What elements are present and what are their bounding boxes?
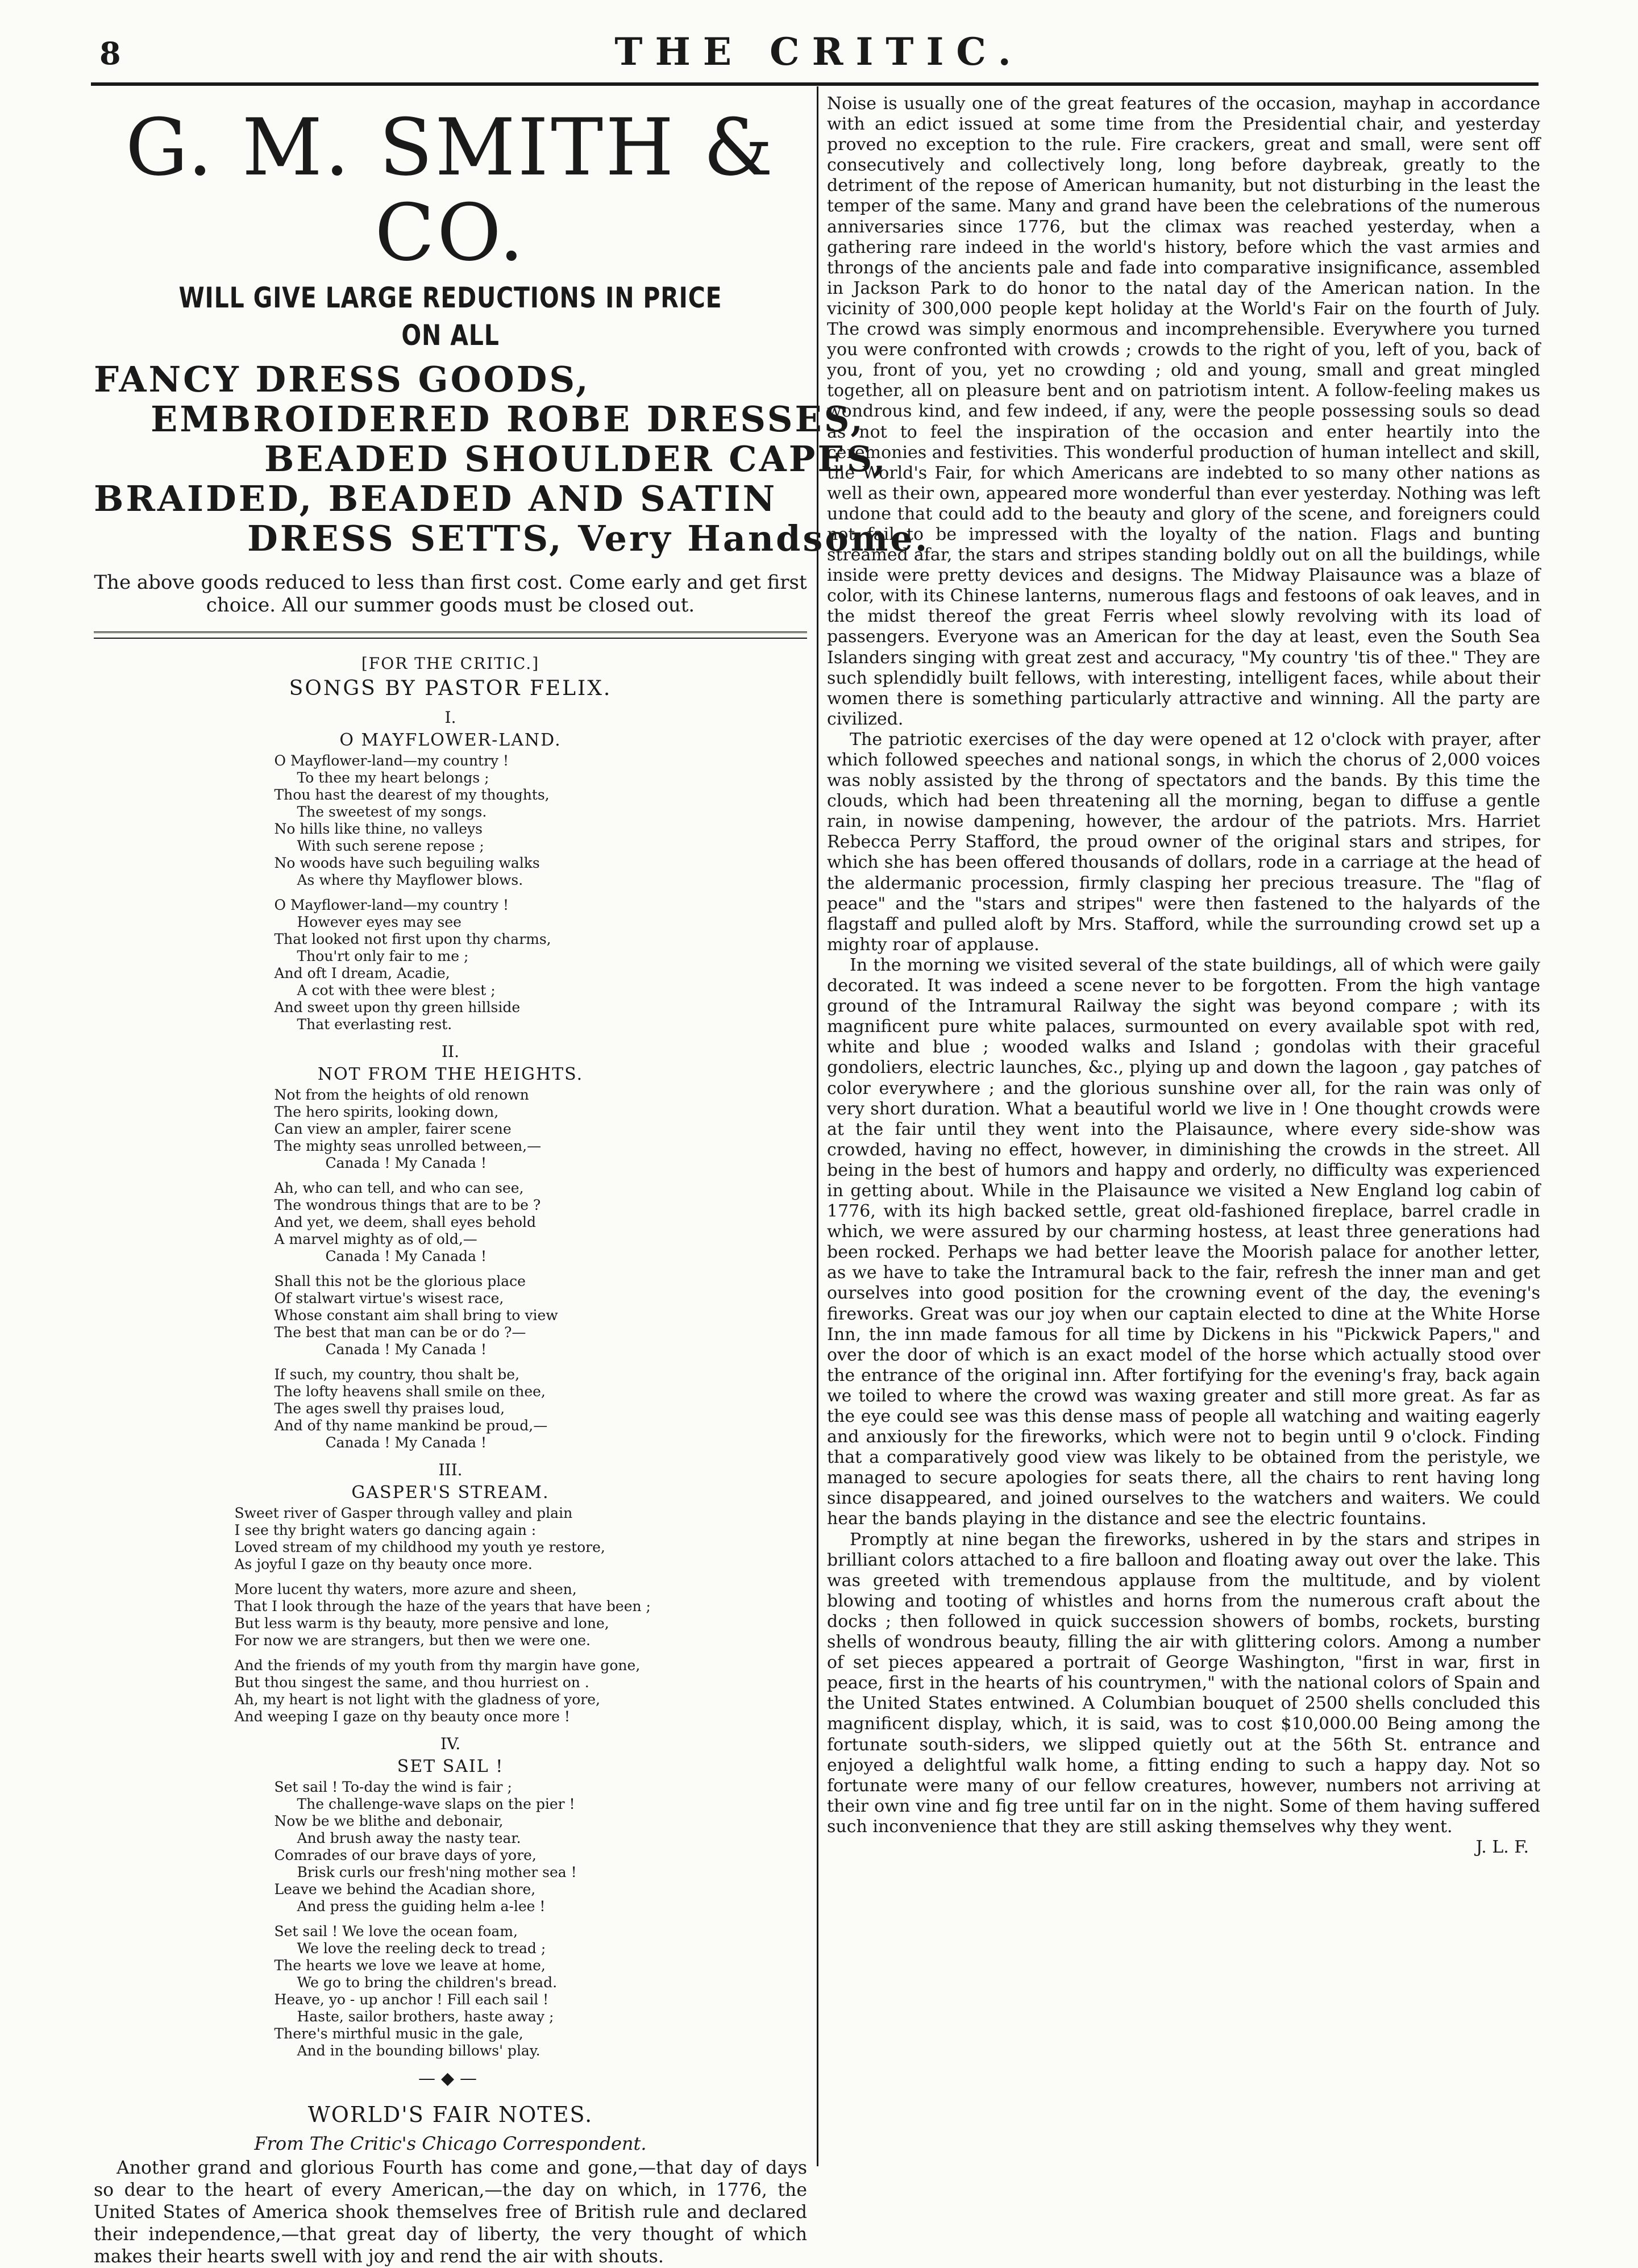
article-paragraph: The patriotic exercises of the day were opened at 12 o'clock with prayer, after which followed speeches and national songs, in which the chorus of 2,000 voices was nobly assisted by the throng of spectators and the bands. By this time the clouds, which had been threatening all the morning, began to diffuse a gentle rain, in nowise dampening, however, the ardour of the patriots. Mrs. Harriet Rebecca Perry Stafford, the proud owner of the original stars and stripes, for which she has been offered thousands of dollars, rode in a carriage at the head of the aldermanic procession, firmly clasping her precious treasure. The "flag of peace" and the "stars and stripes" were then fastened to the halyards of the flagstaff and pulled aloft by Mrs. Stafford, while the surrounding crowd set up a mighty roar of applause.: [827, 729, 1540, 955]
poem-line: Brisk curls our fresh'ning mother sea !: [297, 1864, 577, 1880]
section-rule: [94, 631, 807, 639]
masthead: THE CRITIC.: [614, 30, 1024, 74]
poem-line: No woods have such beguiling walks: [274, 855, 540, 871]
poem-line: With such serene repose ;: [297, 838, 484, 854]
poem-line: Haste, sailor brothers, haste away ;: [297, 2008, 554, 2025]
poem-line: A cot with thee were blest ;: [297, 982, 496, 998]
advertisement: [94, 102, 930, 617]
poem-body: [275, 752, 627, 1033]
poem-line: Thou'rt only fair to me ;: [297, 948, 469, 964]
poem-line: If such, my country, thou shalt be,: [274, 1366, 520, 1383]
poem-line: For now we are strangers, but then we were one.: [234, 1632, 591, 1649]
poem-line: As where thy Mayflower blows.: [297, 872, 523, 888]
article-signature: J. L. F.: [1475, 1837, 1529, 1857]
ad-line: FANCY DRESS GOODS,: [94, 359, 591, 400]
poem-line: Shall this not be the glorious place: [274, 1273, 526, 1289]
poem-number: IV.: [440, 1734, 461, 1753]
article-dateline: From The Critic's Chicago Correspondent.: [254, 2133, 647, 2154]
poem-line: The mighty seas unrolled between,—: [274, 1138, 542, 1154]
poem-number: II.: [441, 1042, 460, 1061]
poem-series-title: SONGS BY PASTOR FELIX.: [289, 677, 612, 700]
poem-line: And yet, we deem, shall eyes behold: [274, 1214, 537, 1230]
poem-body: [275, 1087, 627, 1451]
ad-line: BEADED SHOULDER CAPES,: [264, 438, 888, 480]
ad-line: BRAIDED, BEADED AND SATIN: [94, 478, 778, 519]
poem-line: Leave we behind the Acadian shore,: [274, 1881, 536, 1897]
poem-line: Of stalwart virtue's wisest race,: [274, 1290, 504, 1306]
poem-line: And press the guiding helm a-lee !: [297, 1898, 546, 1915]
poem-line: As joyful I gaze on thy beauty once more.: [234, 1556, 533, 1572]
poem-line: The challenge-wave slaps on the pier !: [297, 1796, 575, 1812]
poem-line: Canada ! My Canada !: [325, 1341, 487, 1358]
poem-number: I.: [444, 708, 456, 727]
poem-stanza: [275, 1779, 627, 1915]
ad-line: DRESS SETTS, Very Handsome.: [247, 518, 930, 559]
poem-number: III.: [438, 1460, 463, 1479]
poem-line: Set sail ! We love the ocean foam,: [274, 1923, 518, 1940]
article-paragraph: Promptly at nine began the fireworks, ushered in by the stars and stripes in brilliant colors attached to a fire balloon and floating away out over the lake. This was greeted with tremendous applause from the multitude, and by violent blowing and tooting of whistles and horns from the numerous craft about the docks ; then followed in quick succession showers of bombs, rockets, bursting shells of wondrous beauty, filling the air with glittering colors. Among a number of set pieces appeared a portrait of George Washington, "first in war, first in peace, first in the hearts of his countrymen," with the national colors of Spain and the United States entwined. A Columbian bouquet of 2500 shells concluded this magnificent display, which, it is said, was to cost $10,000.00 Being among the fortunate south-siders, we slipped quietly out at the 56th St. entrance and enjoyed a delightful walk home, a fitting ending to such a happy day. Not so fortunate were many of our fellow creatures, however, numbers not arriving at their own vine and fig tree until far on in the night. Some of them having suffered such inconvenience that they are still asking themselves why they went.: [827, 1529, 1540, 1837]
poem-stanza: [275, 1087, 627, 1172]
poem-stanza: [235, 1657, 667, 1725]
left-column: [94, 94, 930, 2268]
poem-stanza: [275, 1180, 627, 1265]
poem-line: And of thy name mankind be proud,—: [274, 1417, 548, 1434]
poem-line: I see thy bright waters go dancing again :: [234, 1522, 537, 1538]
poem-stanza: [235, 1505, 667, 1573]
poem-line: Sweet river of Gasper through valley and plain: [234, 1505, 573, 1521]
poem-line: Heave, yo - up anchor ! Fill each sail !: [274, 1991, 549, 2008]
poem-body: [275, 1779, 627, 2059]
poem-stanza: [275, 897, 627, 1033]
article-paragraph: In the morning we visited several of the state buildings, all of which were gaily decorated. It was indeed a scene never to be forgotten. From the high vantage ground of the Intramural Railway the sight was beyond compare ; with its magnificent pure white palaces, surmounted on every available spot with red, white and blue ; wooded walks and Island ; gondolas with their graceful gondoliers, electric launches, &c., plying up and down the lagoon , gay patches of color everywhere ; and the glorious sunshine over all, for the rain was only of very short duration. What a beautiful world we live in ! One thought crowds were at the fair until they went into the Plaisaunce, where every side-show was crowded, having no effect, however, in diminishing the crowds in the street. All being in the best of humors and happy and orderly, no difficulty was experienced in getting about. While in the Plaisaunce we visited a New England log cabin of 1776, with its high backed settle, great old-fashioned fireplace, barrel cradle in which, we were assured by our charming hostess, at least three generations had been rocked. Perhaps we had better leave the Moorish palace for another letter, as we have to take the Intramural back to the fair, refresh the inner man and get ourselves into good position for the crowning event of the day, the evening's fireworks. Great was our joy when our captain elected to dine at the White Horse Inn, the inn made famous for all time by Dickens in his "Pickwick Papers," and over the door of which is an exact model of the horse which actually stood over the entrance of the original inn. After fortifying for the evening's fray, back again we toiled to where the crowd was waxing greater and still more great. As far as the eye could see was this dense mass of people all watching and waiting eagerly and anxiously for the fireworks, which were not to begin until 9 o'clock. Finding that a comparatively good view was likely to be obtained from the peristyle, we managed to secure apologies for seats there, all the chairs to rent having long since disappeared, and joined ourselves to the watchers and waiters. We could hear the bands playing in the distance and see the electric fountains.: [827, 955, 1540, 1529]
poem-line: Whose constant aim shall bring to view: [274, 1307, 558, 1324]
ad-firm-name: G. M. SMITH & CO.: [125, 102, 776, 278]
poem-line: And sweet upon thy green hillside: [274, 999, 521, 1016]
poem-line: And oft I dream, Acadie,: [274, 965, 450, 981]
poem-line: Can view an ampler, fairer scene: [274, 1121, 512, 1137]
page-number: 8: [99, 35, 121, 72]
right-column: [827, 94, 1540, 1857]
poem-line: But thou singest the same, and thou hurriest on .: [234, 1674, 589, 1691]
poem-line: No hills like thine, no valleys: [274, 821, 483, 837]
poem-line: We love the reeling deck to tread ;: [297, 1940, 546, 1957]
poem-credit: [FOR THE CRITIC.]: [361, 654, 540, 673]
poem-line: That looked not first upon thy charms,: [274, 931, 551, 947]
poem-line: Comrades of our brave days of yore,: [274, 1847, 537, 1863]
poem-line: The sweetest of my songs.: [297, 804, 487, 820]
article-paragraph: Another grand and glorious Fourth has come and gone,—that day of days so dear to the heart of every American,—the day on which, in 1776, the United States of America shook themselves free of British rule and declared their independence,—that great day of liberty, the very thought of which makes their hearts swell with joy and rend the air with shouts.: [94, 2158, 807, 2267]
poem-stanza: [275, 1273, 627, 1358]
poem-line: That everlasting rest.: [297, 1016, 452, 1033]
poem-stanza: [235, 1581, 667, 1649]
ad-line: EMBROIDERED ROBE DRESSES,: [151, 398, 865, 440]
poem-line: And in the bounding billows' play.: [297, 2042, 541, 2059]
poem-title: GASPER'S STREAM.: [351, 1483, 550, 1503]
poem-line: Set sail ! To-day the wind is fair ;: [274, 1779, 512, 1795]
poem-stanza: [275, 752, 627, 889]
poem-line: The lofty heavens shall smile on thee,: [274, 1383, 546, 1400]
poem-line: The wondrous things that are to be ?: [274, 1197, 541, 1213]
poem-line: And weeping I gaze on thy beauty once more !: [234, 1708, 570, 1725]
poem-line: Ah, who can tell, and who can see,: [274, 1180, 524, 1196]
poem-line: There's mirthful music in the gale,: [274, 2025, 523, 2042]
poem-line: Now be we blithe and debonair,: [274, 1813, 504, 1829]
ad-note: The above goods reduced to less than first cost. Come early and get first choice. All our summer goods must be closed out.: [94, 571, 807, 617]
poem-line: And the friends of my youth from thy margin have gone,: [234, 1657, 641, 1674]
poem-line: Ah, my heart is not light with the gladness of yore,: [234, 1691, 600, 1708]
poem-line: We go to bring the children's bread.: [297, 1974, 558, 1991]
poem-line: Thou hast the dearest of my thoughts,: [274, 786, 550, 803]
poem-body: [235, 1505, 667, 1725]
poem-line: The hearts we love we leave at home,: [274, 1957, 546, 1974]
poem-title: SET SAIL !: [397, 1757, 504, 1776]
poem-line: More lucent thy waters, more azure and sheen,: [234, 1581, 577, 1597]
poem-line: Canada ! My Canada !: [325, 1155, 487, 1171]
header-rule: [91, 82, 1539, 86]
poem-stanza: [275, 1366, 627, 1451]
poem-line: To thee my heart belongs ;: [297, 769, 489, 786]
poem-line: The best that man can be or do ?—: [274, 1324, 526, 1341]
poems: [94, 707, 807, 2059]
poem-line: The hero spirits, looking down,: [274, 1104, 499, 1120]
poem-line: Canada ! My Canada !: [325, 1248, 487, 1264]
poem-line: The ages swell thy praises loud,: [274, 1400, 505, 1417]
ornament-divider: —◆—: [418, 2069, 483, 2088]
poem-line: And brush away the nasty tear.: [297, 1830, 521, 1846]
poem-line: A marvel mighty as of old,—: [274, 1231, 477, 1247]
ad-subhead: WILL GIVE LARGE REDUCTIONS IN PRICE ON ALL: [178, 281, 722, 352]
poem-line: But less warm is thy beauty, more pensive and lone,: [234, 1615, 609, 1632]
poem-line: However eyes may see: [297, 914, 462, 930]
poem-title: NOT FROM THE HEIGHTS.: [317, 1064, 584, 1084]
poem-line: Canada ! My Canada !: [325, 1434, 487, 1451]
poem-line: Loved stream of my childhood my youth ye restore,: [234, 1539, 605, 1555]
article-paragraph: Noise is usually one of the great features of the occasion, mayhap in accordance with an edict issued at some time from the Presidential chair, and yesterday proved no exception to the rule. Fire crackers, great and small, were sent off consecutively and collectively long, long before daybreak, greatly to the detriment of the repose of American humanity, but not disturbing in the least the temper of the same. Many and grand have been the celebrations of the numerous anniversaries since 1776, but the climax was reached yesterday, when a gathering rare indeed in the world's history, before which the vast armies and throngs of the ancients pale and fade into comparative insignificance, assembled in Jackson Park to do honor to the natal day of the American nation. In the vicinity of 300,000 people kept holiday at the World's Fair on the fourth of July. The crowd was simply enormous and incomprehensible. Everywhere you turned you were confronted with crowds ; crowds to the right of you, left of you, back of you, front of you, yet no crowding ; old and young, small and great mingled together, all on pleasure bent and on patriotism intent. A follow-feeling makes us wondrous kind, and few indeed, if any, were the people possessing souls so dead as not to feel the inspiration of the occasion and enter heartily into the ceremonies and festivities. This wonderful production of human intellect and skill, the World's Fair, for which Americans are indebted to so many other nations as well as their own, appeared more wonderful than ever yesterday. Nothing was left undone that could add to the beauty and glory of the scene, and foreigners could not fail to be impressed with the loyalty of the nation. Flags and bunting streamed afar, the stars and stripes standing boldly out on all the buildings, while inside were pretty devices and designs. The Midway Plaisaunce was a blaze of color, with its Chinese lanterns, numerous flags and festoons of oak leaves, and in the midst thereof the great Ferris wheel slowly revolving with its load of passengers. Everyone was an American for the day at least, even the South Sea Islanders singing with great zest and accuracy, "My country 'tis of thee." They are such splendidly built fellows, with interesting, intelligent faces, while about their women there is something particularly attractive and winning. All the party are civilized.: [827, 94, 1540, 729]
poem-line: O Mayflower-land—my country !: [274, 897, 509, 913]
poem-line: Not from the heights of old renown: [274, 1087, 529, 1103]
poem-line: O Mayflower-land—my country !: [274, 752, 509, 769]
article-title: WORLD'S FAIR NOTES.: [307, 2102, 593, 2127]
poem-line: That I look through the haze of the years that have been ;: [234, 1598, 651, 1614]
poem-stanza: [275, 1923, 627, 2059]
poem-title: O MAYFLOWER-LAND.: [339, 730, 562, 750]
